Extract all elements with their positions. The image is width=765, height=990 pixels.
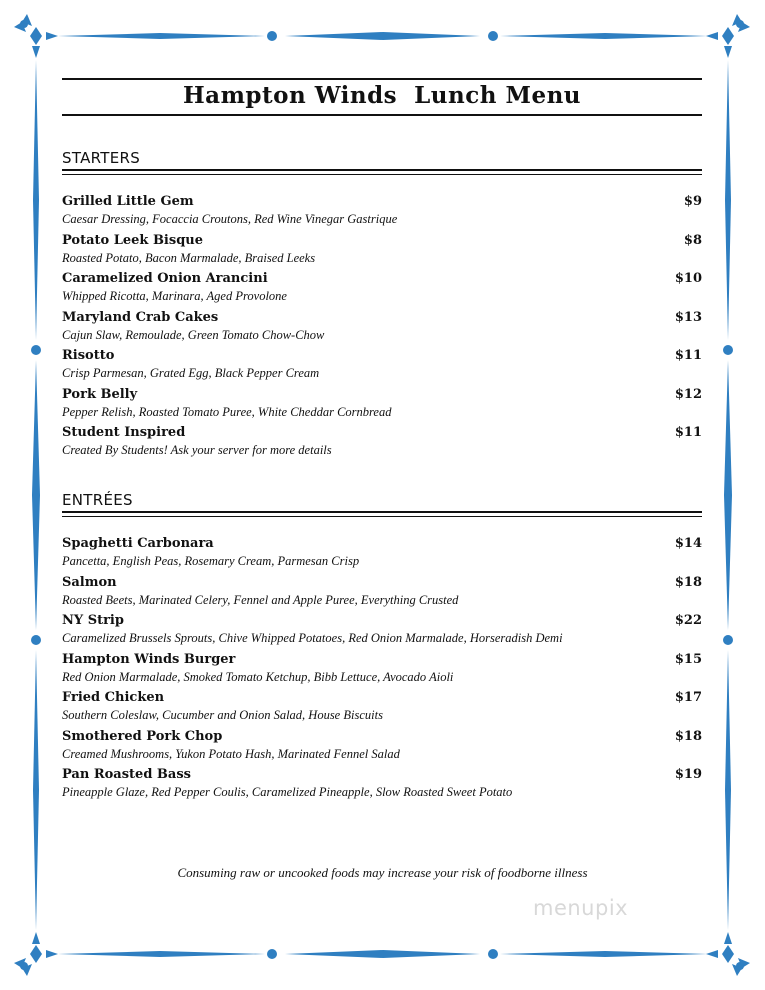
title-rule-bottom	[62, 114, 702, 116]
menu-item	[62, 233, 702, 272]
item-description: Caesar Dressing, Focaccia Croutons, Red Wine Vinegar Gastrique	[62, 212, 398, 226]
item-price: $17	[674, 690, 702, 705]
title-rule-top	[62, 78, 702, 80]
item-price: $11	[674, 425, 702, 440]
item-name: Pork Belly	[62, 386, 138, 402]
starters-list	[62, 194, 702, 464]
item-price: $9	[683, 194, 702, 209]
menu-item	[62, 613, 702, 652]
menu-item	[62, 575, 702, 614]
item-name: Pan Roasted Bass	[62, 767, 191, 782]
food-safety-footnote: Consuming raw or uncooked foods may increase your risk of foodborne illness	[177, 865, 588, 880]
item-name: Fried Chicken	[62, 690, 165, 705]
item-description: Pancetta, English Peas, Rosemary Cream, Parmesan Crisp	[62, 554, 360, 568]
item-name: Smothered Pork Chop	[62, 728, 223, 744]
item-name: Spaghetti Carbonara	[62, 536, 214, 551]
item-name: Maryland Crab Cakes	[62, 309, 219, 325]
menu-item	[62, 387, 702, 426]
item-price: $18	[674, 574, 702, 590]
item-name: Student Inspired	[62, 425, 186, 440]
item-name: Salmon	[62, 574, 117, 590]
section-rule-starters	[62, 169, 702, 175]
item-price: $11	[674, 348, 702, 363]
item-description: Crisp Parmesan, Grated Egg, Black Pepper Cream	[62, 366, 320, 380]
item-price: $22	[674, 613, 702, 628]
item-description: Pineapple Glaze, Red Pepper Coulis, Caramelized Pineapple, Slow Roasted Sweet Potato	[62, 785, 513, 799]
menu-item	[62, 194, 702, 233]
item-description: Pepper Relish, Roasted Tomato Puree, White Cheddar Cornbread	[62, 404, 392, 419]
item-name: Risotto	[62, 348, 115, 363]
item-name: Grilled Little Gem	[62, 194, 194, 209]
item-name: NY Strip	[62, 613, 124, 628]
menu-item	[62, 425, 702, 464]
section-heading-entrees: ENTRÉES	[62, 491, 133, 509]
item-price: $10	[674, 271, 702, 286]
item-description: Southern Coleslaw, Cucumber and Onion Salad, House Biscuits	[62, 708, 383, 722]
item-price: $18	[674, 728, 702, 744]
entrees-list	[62, 536, 702, 806]
item-description: Roasted Beets, Marinated Celery, Fennel and Apple Puree, Everything Crusted	[62, 592, 459, 607]
item-price: $8	[683, 232, 702, 248]
menu-item	[62, 536, 702, 575]
item-description: Red Onion Marmalade, Smoked Tomato Ketchup, Bibb Lettuce, Avocado Aioli	[62, 669, 454, 684]
menu-item	[62, 310, 702, 349]
item-price: $13	[674, 309, 702, 325]
item-description: Created By Students! Ask your server for more details	[62, 443, 332, 457]
section-heading-starters: STARTERS	[62, 149, 141, 167]
item-description: Creamed Mushrooms, Yukon Potato Hash, Marinated Fennel Salad	[62, 746, 400, 761]
menu-item	[62, 690, 702, 729]
item-price: $14	[674, 536, 702, 551]
watermark: menupix	[533, 896, 629, 920]
item-name: Potato Leek Bisque	[62, 232, 204, 248]
menu-item	[62, 767, 702, 806]
item-description: Cajun Slaw, Remoulade, Green Tomato Chow-Chow	[62, 327, 325, 342]
item-description: Caramelized Brussels Sprouts, Chive Whipped Potatoes, Red Onion Marmalade, Horseradish Demi	[62, 631, 563, 645]
item-description: Roasted Potato, Bacon Marmalade, Braised Leeks	[62, 250, 316, 265]
item-description: Whipped Ricotta, Marinara, Aged Provolone	[62, 289, 287, 303]
section-rule-entrees	[62, 511, 702, 517]
menu-item	[62, 652, 702, 691]
menu-item	[62, 271, 702, 310]
item-price: $19	[674, 767, 702, 782]
menu-item	[62, 348, 702, 387]
menu-item	[62, 729, 702, 768]
item-price: $15	[674, 651, 702, 667]
item-price: $12	[674, 386, 702, 402]
menu-title: Hampton Winds Lunch Menu	[182, 82, 582, 109]
item-name: Caramelized Onion Arancini	[62, 271, 268, 286]
item-name: Hampton Winds Burger	[62, 651, 236, 667]
